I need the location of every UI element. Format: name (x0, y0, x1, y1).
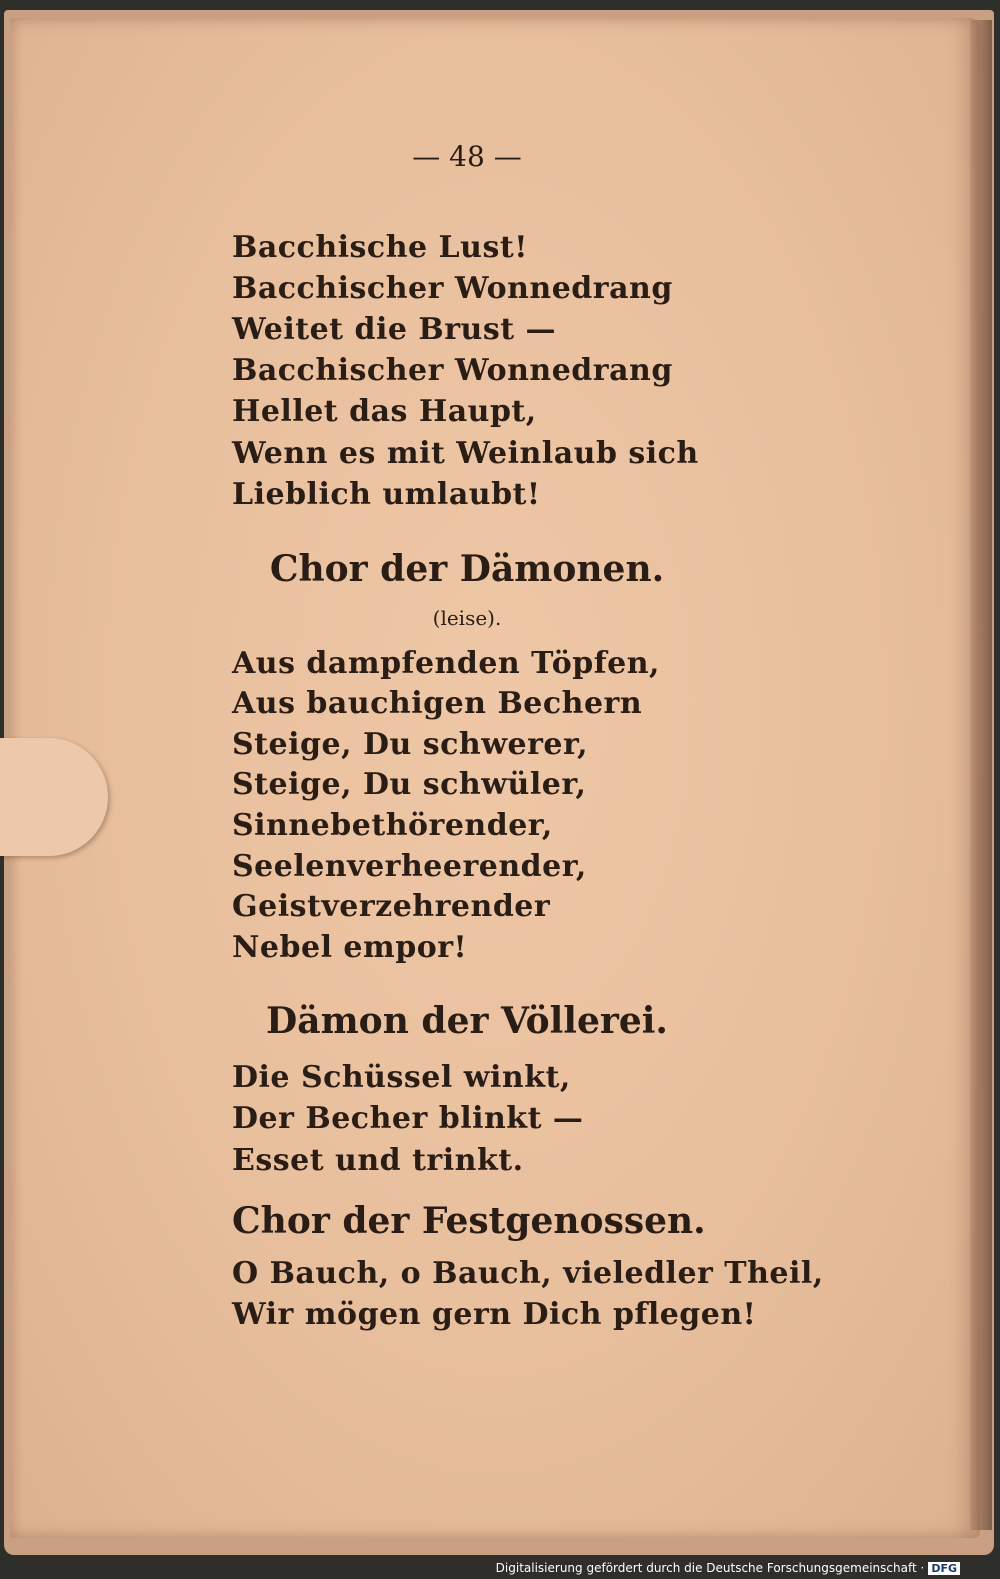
verse-line: Der Becher blinkt — (232, 1101, 584, 1136)
digitization-credit (496, 1561, 960, 1575)
page-number: — 48 — (412, 140, 522, 173)
verse-line: Die Schüssel winkt, (232, 1060, 571, 1095)
verse-line: Nebel empor! (232, 930, 468, 965)
verse-line: Bacchische Lust! (232, 230, 528, 265)
dfg-logo: DFG (928, 1562, 960, 1575)
verse-line: Sinnebethörender, (232, 808, 553, 843)
verse-line: Aus bauchigen Bechern (232, 686, 643, 721)
verse-line: Steige, Du schwerer, (232, 727, 589, 762)
speaker-heading: Chor der Dämonen. (269, 548, 665, 590)
verse-line: Esset und trinkt. (232, 1143, 524, 1178)
book-spine-shadow (970, 20, 992, 1530)
verse-line: Wir mögen gern Dich pflegen! (232, 1297, 757, 1332)
credit-text: Digitalisierung gefördert durch die Deutsche Forschungsgemeinschaft · (495, 1561, 925, 1575)
stage-direction: (leise). (432, 606, 502, 630)
speaker-heading: Dämon der Völlerei. (266, 1000, 668, 1042)
verse-line: Steige, Du schwüler, (232, 767, 587, 802)
verse-line: O Bauch, o Bauch, vieledler Theil, (232, 1256, 824, 1291)
verse-line: Wenn es mit Weinlaub sich (232, 436, 699, 471)
verse-line: Lieblich umlaubt! (232, 477, 541, 512)
verse-line: Bacchischer Wonnedrang (232, 271, 673, 306)
verse-line: Hellet das Haupt, (232, 394, 537, 429)
verse-line: Bacchischer Wonnedrang (232, 353, 673, 388)
verse-line: Seelenverheerender, (232, 849, 587, 884)
verse-line: Geistverzehrender (232, 889, 551, 924)
verse-line: Weitet die Brust — (232, 312, 557, 347)
verse-line: Aus dampfenden Töpfen, (232, 646, 660, 681)
speaker-heading: Chor der Festgenossen. (232, 1200, 706, 1242)
